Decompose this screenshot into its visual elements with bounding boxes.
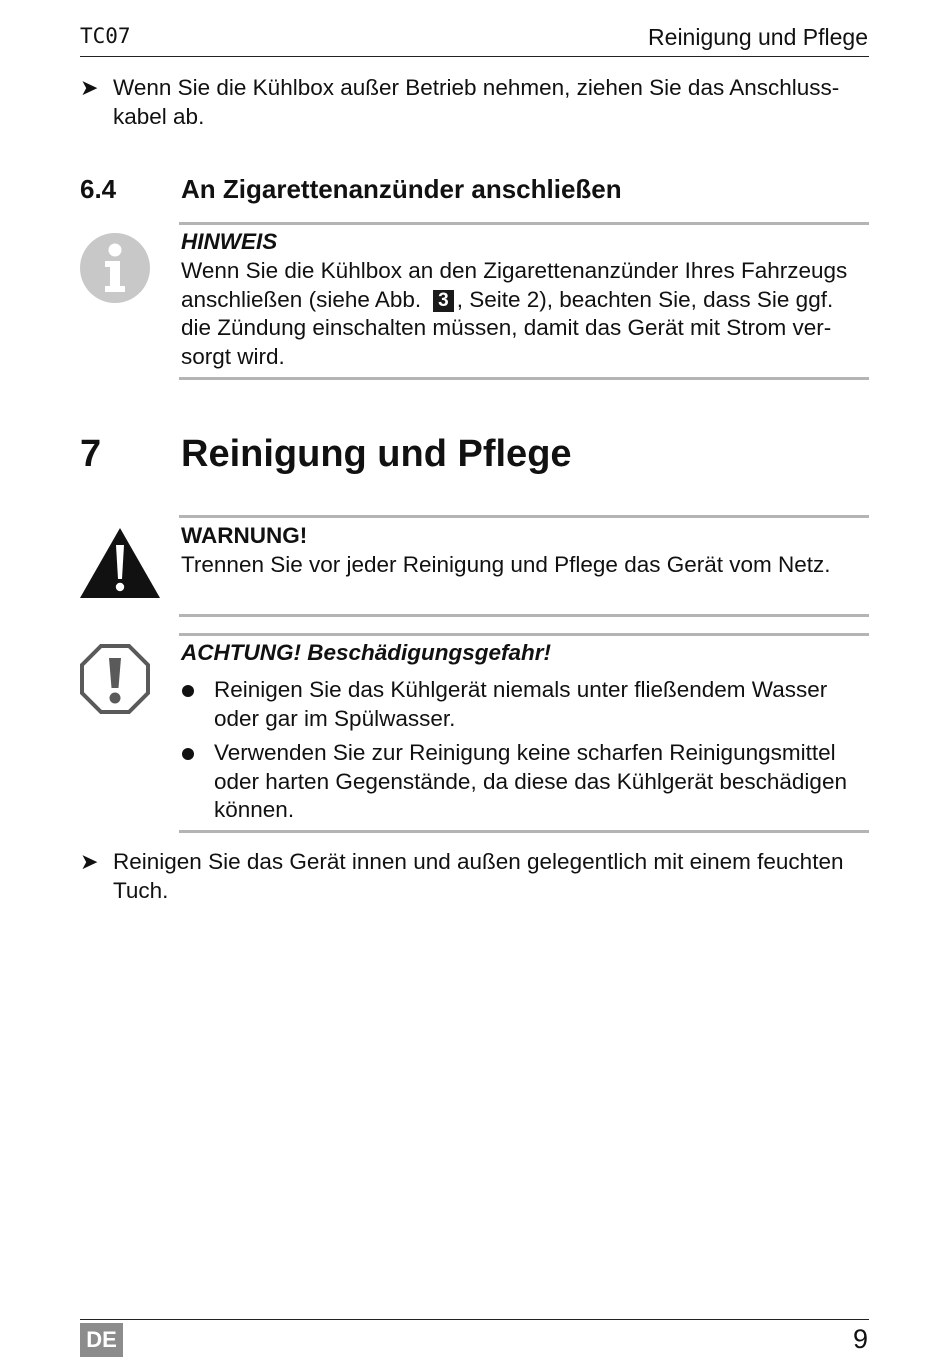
intro-step-line-1: Wenn Sie die Kühlbox außer Betrieb nehmen, ziehen Sie das Anschluss- — [113, 75, 840, 100]
caution-item-2-line-1: Verwenden Sie zur Reinigung keine scharfen Reinigungsmittel — [214, 740, 836, 765]
caution-title: ACHTUNG! Beschädigungsgefahr! — [181, 640, 552, 665]
caution-top-rule — [179, 633, 869, 636]
header-rule — [80, 56, 869, 57]
notice-line-3: die Zündung einschalten müssen, damit das Gerät mit Strom ver- — [181, 315, 832, 340]
notice-text — [181, 257, 871, 371]
info-icon — [79, 232, 151, 304]
language-badge: DE — [80, 1323, 123, 1357]
model-name: TC07 — [80, 24, 131, 48]
notice-bottom-rule — [179, 377, 869, 380]
final-step-line-1: Reinigen Sie das Gerät innen und außen gelegentlich mit einem feuchten — [113, 849, 844, 874]
arrow-icon: ➤ — [80, 849, 99, 874]
intro-step — [80, 74, 870, 131]
notice-title: HINWEIS — [181, 229, 278, 254]
octagon-exclamation-icon — [79, 643, 151, 715]
figure-reference-badge: 3 — [433, 290, 454, 312]
running-header-section: Reinigung und Pflege — [648, 24, 868, 50]
final-step — [80, 848, 870, 905]
bullet-icon — [182, 685, 194, 697]
caution-list — [181, 676, 871, 831]
bullet-icon — [182, 748, 194, 760]
warning-text: Trennen Sie vor jeder Reinigung und Pflege das Gerät vom Netz. — [181, 552, 831, 577]
chapter-title: Reinigung und Pflege — [181, 433, 572, 475]
notice-line-4: sorgt wird. — [181, 343, 285, 369]
warning-triangle-icon — [79, 527, 161, 599]
intro-step-line-2: kabel ab. — [113, 103, 205, 129]
chapter-number: 7 — [80, 433, 102, 475]
caution-item-1-line-1: Reinigen Sie das Kühlgerät niemals unter fließendem Wasser — [214, 677, 828, 702]
footer-rule — [80, 1319, 869, 1320]
list-item — [181, 676, 871, 733]
arrow-icon: ➤ — [80, 75, 99, 100]
notice-top-rule — [179, 222, 869, 225]
caution-item-2-line-2: oder harten Gegenstände, da diese das Kühlgerät beschädigen — [214, 768, 847, 794]
warning-title: WARNUNG! — [181, 523, 308, 548]
notice-line-1: Wenn Sie die Kühlbox an den Zigarettenanzünder Ihres Fahrzeugs — [181, 258, 848, 283]
list-item — [181, 739, 871, 825]
caution-item-2-line-3: können. — [214, 797, 295, 822]
final-step-line-2: Tuch. — [113, 877, 169, 903]
warning-top-rule — [179, 515, 869, 518]
notice-line-2-end: , Seite 2), beachten Sie, dass Sie ggf. — [456, 286, 834, 312]
warning-bottom-rule — [179, 614, 869, 617]
caution-bottom-rule — [179, 830, 869, 833]
notice-line-2 — [181, 286, 871, 315]
section-title: An Zigarettenanzünder anschließen — [181, 174, 622, 204]
notice-line-2-start: anschließen (siehe Abb. — [181, 286, 422, 312]
section-number: 6.4 — [80, 174, 117, 204]
caution-item-1-line-2: oder gar im Spülwasser. — [214, 705, 456, 731]
page-number: 9 — [852, 1324, 868, 1354]
